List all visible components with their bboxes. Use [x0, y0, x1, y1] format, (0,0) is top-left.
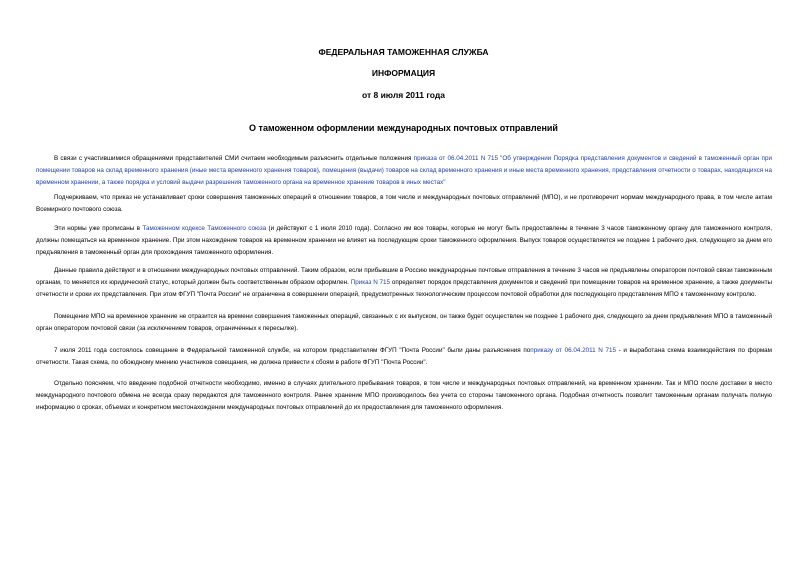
paragraph-text: (и действуют с 1 июля 2010 года). Согласно им все товары, которые не могут быть предоставлены в течение 3 часов таможенному органу для таможенного контроля, должны помещаться на временное хранение. При этом нахождение товаров на временном хранении не влияет на последующие сроки таможенного оформления. Выпуск товаров осуществляется не позднее 1 рабочего дня, следующего за днем его предъявления в таможенный орган для прохождения таможенного оформления. [36, 225, 772, 256]
paragraph-4 [36, 265, 772, 301]
paragraph-3 [36, 223, 772, 259]
order-715-date-link[interactable]: приказу от 06.04.2011 N 715 [530, 347, 616, 354]
paragraph-text: Данные правила действуют и в отношении международных почтовых отправлений. Таким образом, если прибывшие в Россию международные почтовые отправления в течение 3 часов не предъявлены оператором почтовой связи таможенным органам, то меняется их юридический статус, который должен быть соответственным образом оформлен. [36, 267, 772, 286]
paragraph-text: В связи с участившимися обращениями представителей СМИ считаем необходимым разъяснить отдельные положения [54, 155, 414, 162]
paragraph-text: 7 июля 2011 года состоялось совещание в Федеральной таможенной службе, на котором представителям ФГУП "Почта России" были даны разъяснения по [54, 347, 531, 354]
paragraph-text: Отдельно поясняем, что введение подобной отчетности необходимо, именно в случаях длительного пребывания товаров, в том числе и международных почтовых отправлений, на временном хранении. Так и МПО после доставки в место международного почтового обмена не всегда сразу передаются для таможенного контроля. Ранее хранение МПО производилось без учета со стороны таможенного органа. Подобная отчетность позволит таможенным органам получать полную информацию о сроках, объемах и конкретном местонахождении международных почтовых отправлений до их предоставления для таможенного оформления. [36, 380, 772, 411]
document-date: от 8 июля 2011 года [361, 90, 446, 100]
paragraph-text: Помещение МПО на временное хранение не отразится на времени совершения таможенных операций, связанных с их выпуском, он также будет осуществлен не позднее 1 рабочего дня, следующего за днем предъявления МПО в таможенный орган оператором почтовой связи (за исключением товаров, ограниченных к пересылке). [36, 313, 772, 332]
paragraph-text: Подчеркиваем, что приказ не устанавливает сроки совершения таможенных операций в отношении товаров, в том числе и международных почтовых отправлений (МПО), и не противоречит нормам международного права, в том числе актам Всемирного почтового союза. [36, 194, 772, 213]
paragraph-6 [36, 345, 772, 369]
paragraph-7 [36, 378, 772, 414]
order-715-link[interactable]: приказа от 06.04.2011 N 715 "Об утверждении Порядка представления документов и сведений в таможенный орган при помещении товаров на склад временного хранения (иные места временного хранения товаров), помещения (выдачи) товаров на склад временного хранения и иные места временного хранения, представления отчетности о товарах, находящихся на временном хранении, а также порядка и условий выдачи разрешения таможенного органа на временное хранение товаров в иных местах" [36, 155, 772, 186]
paragraph-2 [36, 192, 772, 216]
paragraph-text: - и выработана схема взаимодействия по формам отчетности. Такая схема, по обоюдному мнению участников совещания, не должна привести к сбоям в работе ФГУП "Почта России". [36, 347, 772, 366]
order-715-short-link[interactable]: Приказ N 715 [350, 279, 391, 286]
agency-heading: ФЕДЕРАЛЬНАЯ ТАМОЖЕННАЯ СЛУЖБА [318, 47, 489, 57]
document-subject: О таможенном оформлении международных почтовых отправлений [249, 123, 558, 133]
paragraph-text: определяет порядок представления документов и сведений при помещении товаров на временное хранение, а также документы отчетности и сроки их представления. При этом ФГУП "Почта России" не ограничена в совершении операций, предусмотренных технологическим процессом почтовой обработки для последующего представления МПО к таможенному контролю. [36, 279, 772, 298]
document-type-heading: ИНФОРМАЦИЯ [371, 68, 436, 78]
paragraph-5 [36, 311, 772, 335]
paragraph-text: Эти нормы уже прописаны в [54, 225, 143, 232]
customs-code-link[interactable]: Таможенном кодексе Таможенного союза [142, 225, 267, 232]
paragraph-1 [36, 153, 772, 189]
